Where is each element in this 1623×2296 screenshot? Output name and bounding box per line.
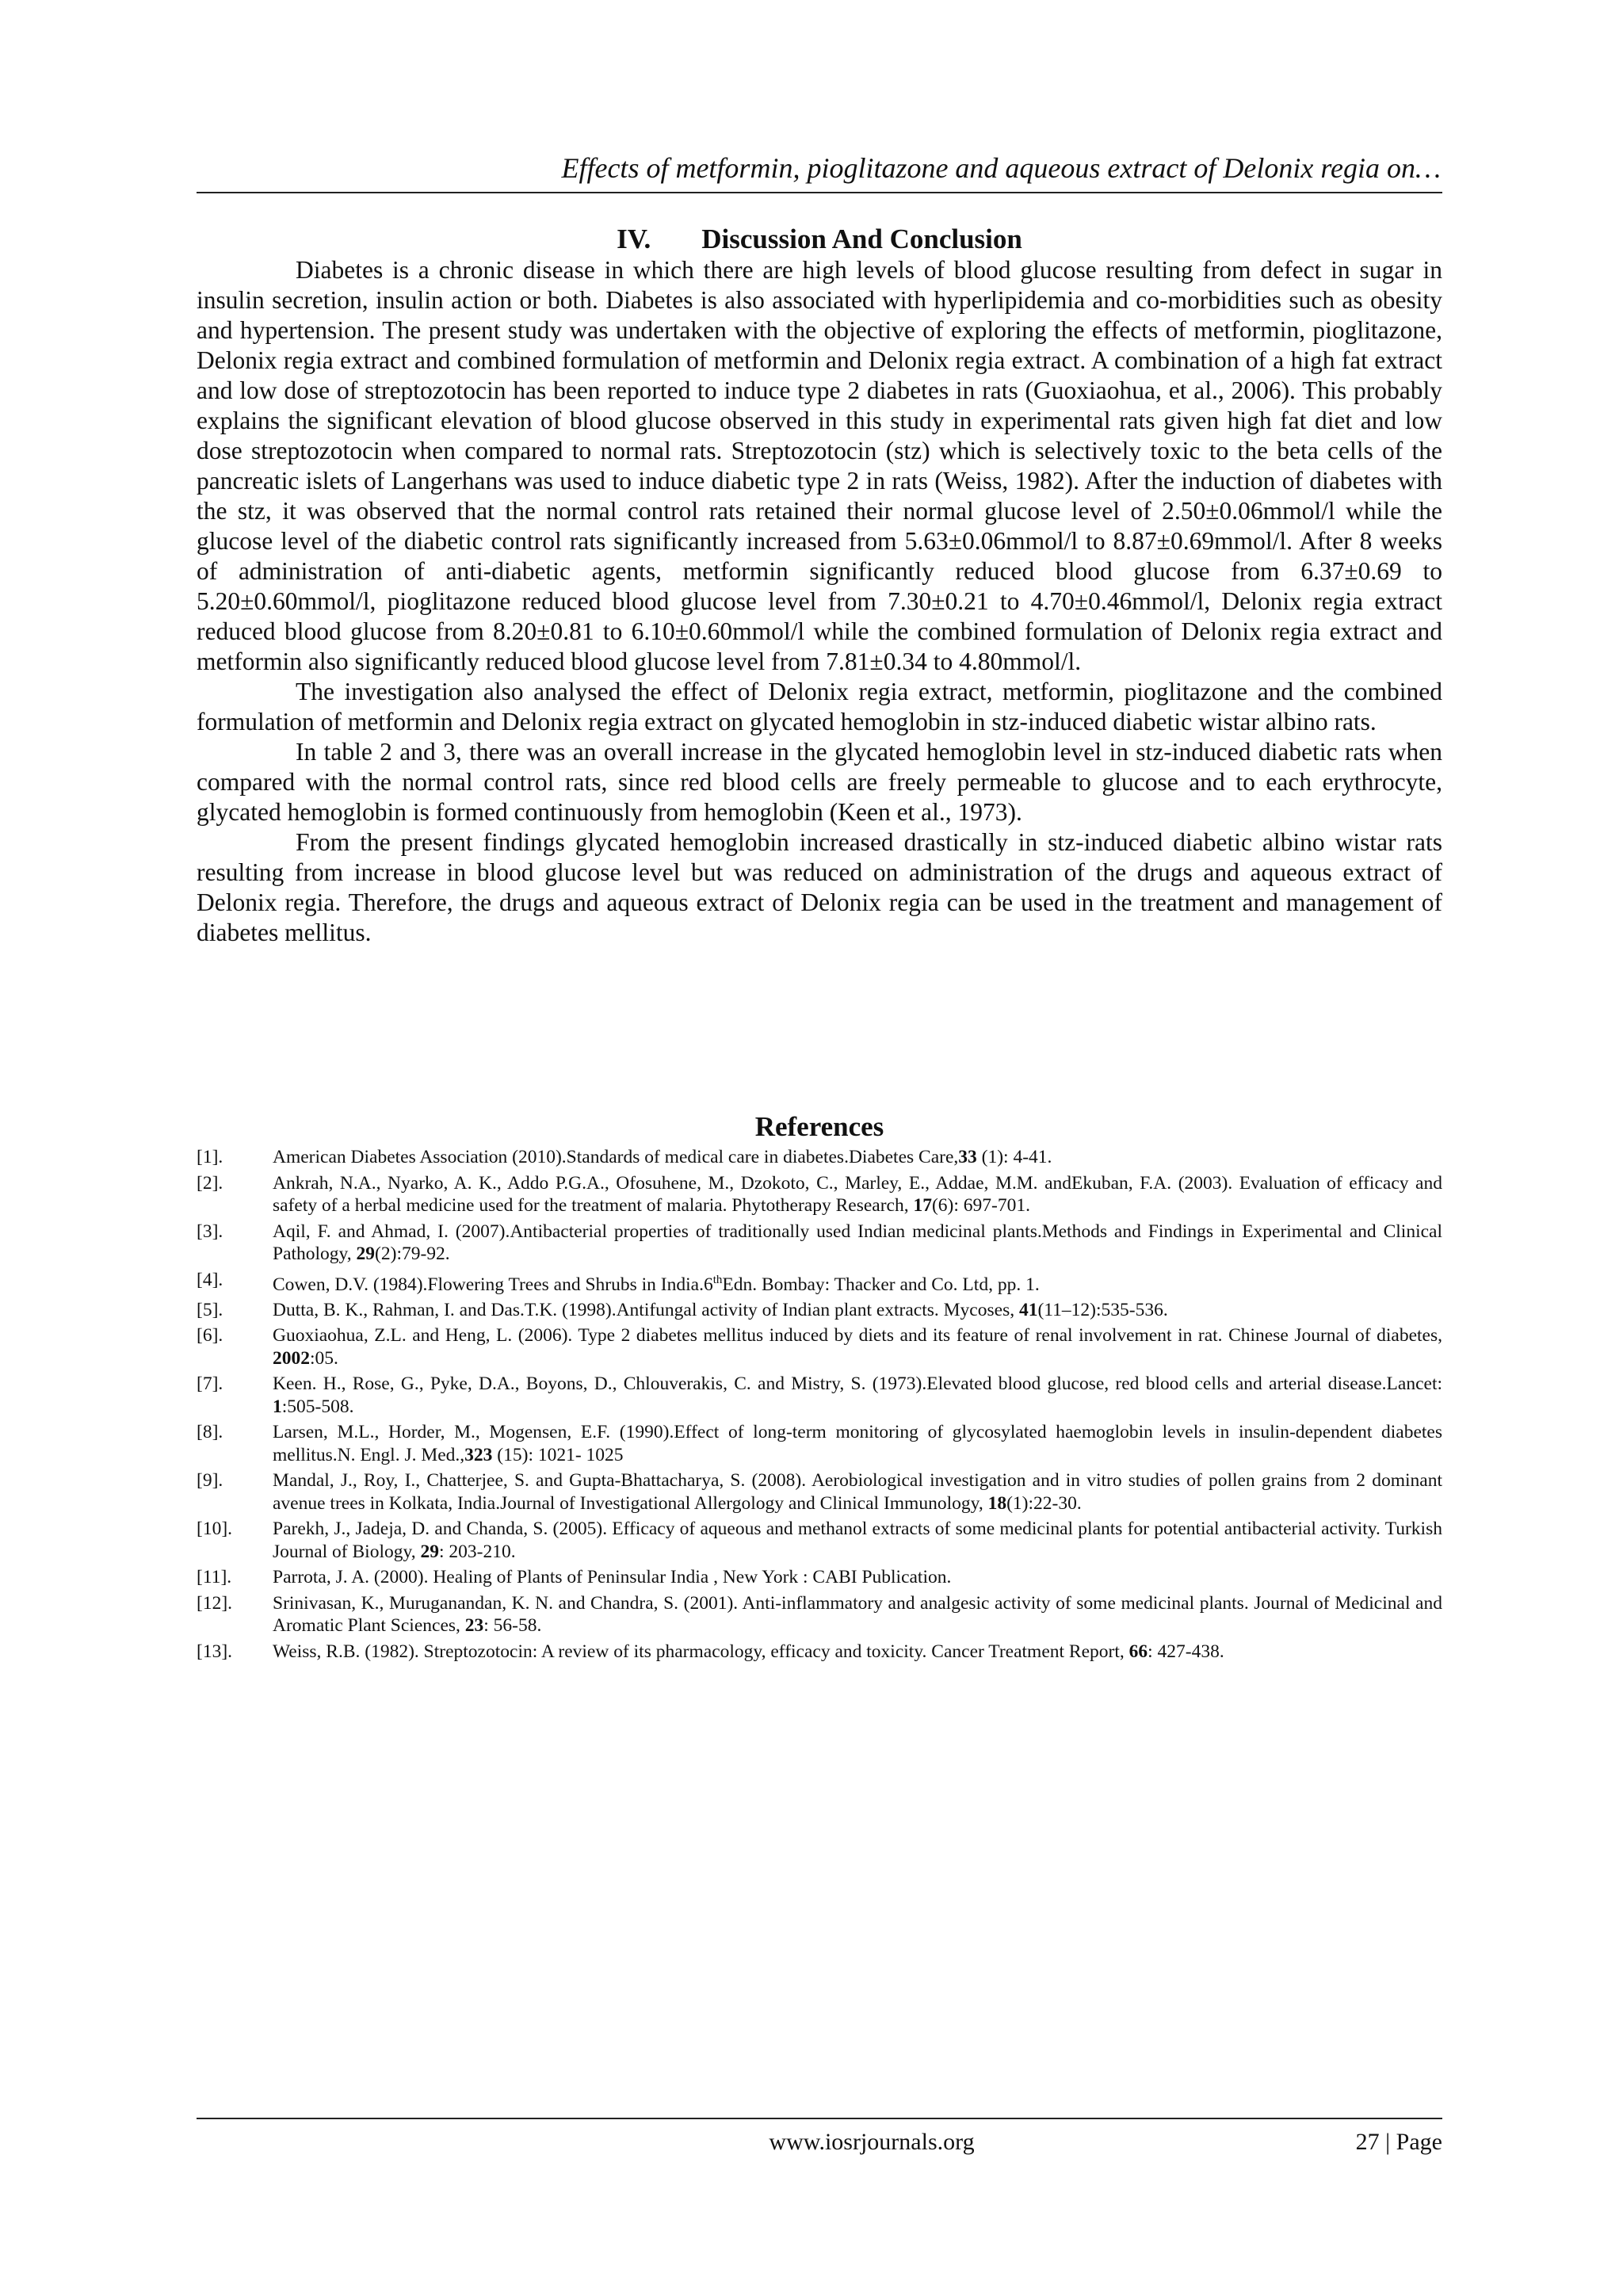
- reference-number: [7].: [197, 1373, 223, 1395]
- reference-item: [197, 1172, 1442, 1217]
- reference-item: [197, 1566, 1442, 1589]
- section-number: IV.: [617, 223, 651, 254]
- reference-number: [4].: [197, 1269, 223, 1290]
- reference-text: Weiss, R.B. (1982). Streptozotocin: A review of its pharmacology, efficacy and toxicity. Cancer Treatment Report, 66: 427-438.: [273, 1641, 1224, 1662]
- page-number: 27 | Page: [1355, 2129, 1442, 2155]
- reference-item: [197, 1221, 1442, 1266]
- reference-number: [2].: [197, 1172, 223, 1194]
- reference-text: Ankrah, N.A., Nyarko, A. K., Addo P.G.A., Ofosuhene, M., Dzokoto, C., Marley, E., Addae, M.M. andEkuban, F.A. (2003). Evaluation of efficacy and safety of a herbal medicine used for the treatment of malaria. Phytotherapy Research, 17(6): 697-701.: [273, 1172, 1442, 1216]
- section-body: [197, 255, 1442, 948]
- header-rule: [197, 192, 1442, 193]
- paragraph: In table 2 and 3, there was an overall increase in the glycated hemoglobin level in stz-induced diabetic rats when compared with the normal control rats, since red blood cells are freely permeable to glucose and to each erythrocyte, glycated hemoglobin is formed continuously from hemoglobin (Keen et al., 1973).: [197, 738, 1442, 826]
- reference-text: Parrota, J. A. (2000). Healing of Plants of Peninsular India , New York : CABI Publication.: [273, 1567, 952, 1588]
- reference-text: Keen. H., Rose, G., Pyke, D.A., Boyons, D., Chlouverakis, C. and Mistry, S. (1973).Elevated blood glucose, red blood cells and arterial disease.Lancet: 1:505-508.: [273, 1373, 1442, 1417]
- paragraph: Diabetes is a chronic disease in which there are high levels of blood glucose resulting from defect in sugar in insulin secretion, insulin action or both. Diabetes is also associated with hyperlipidemia and co-morbidities such as obesity and hypertension. The present study was undertaken with the objective of exploring the effects of metformin, pioglitazone, Delonix regia extract and combined formulation of metformin and Delonix regia extract. A combination of a high fat extract and low dose of streptozotocin has been reported to induce type 2 diabetes in rats (Guoxiaohua, et al., 2006). This probably explains the significant elevation of blood glucose observed in this study in experimental rats given high fat diet and low dose streptozotocin when compared to normal rats. Streptozotocin (stz) which is selectively toxic to the beta cells of the pancreatic islets of Langerhans was used to induce diabetic type 2 in rats (Weiss, 1982). After the induction of diabetes with the stz, it was observed that the normal control rats retained their normal glucose level of 2.50±0.06mmol/l while the glucose level of the diabetic control rats significantly increased from 5.63±0.06mmol/l to 8.87±0.69mmol/l. After 8 weeks of administration of anti-diabetic agents, metformin significantly reduced blood glucose from 6.37±0.69 to 5.20±0.60mmol/l, pioglitazone reduced blood glucose level from 7.30±0.21 to 4.70±0.46mmol/l, Delonix regia extract reduced blood glucose from 8.20±0.81 to 6.10±0.60mmol/l while the combined formulation of Delonix regia extract and metformin also significantly reduced blood glucose level from 7.81±0.34 to 4.80mmol/l.: [197, 256, 1442, 675]
- reference-text: Aqil, F. and Ahmad, I. (2007).Antibacterial properties of traditionally used Indian medicinal plants.Methods and Findings in Experimental and Clinical Pathology, 29(2):79-92.: [273, 1221, 1442, 1264]
- reference-number: [6].: [197, 1325, 223, 1347]
- reference-text: Parekh, J., Jadeja, D. and Chanda, S. (2005). Efficacy of aqueous and methanol extracts of some medicinal plants for potential antibacterial activity. Turkish Journal of Biology, 29: 203-210.: [273, 1519, 1442, 1562]
- reference-number: [1].: [197, 1147, 223, 1167]
- reference-number: [9].: [197, 1470, 223, 1492]
- section-heading: [197, 222, 1442, 257]
- reference-item: [197, 1269, 1442, 1296]
- reference-number: [12].: [197, 1592, 233, 1614]
- reference-number: [10].: [197, 1519, 233, 1540]
- reference-item: [197, 1324, 1442, 1370]
- reference-item: [197, 1469, 1442, 1515]
- paragraph: The investigation also analysed the effect of Delonix regia extract, metformin, pioglitazone and the combined formulation of metformin and Delonix regia extract on glycated hemoglobin in stz-induced diabetic wistar albino rats.: [197, 678, 1442, 735]
- reference-item: [197, 1299, 1442, 1322]
- reference-item: [197, 1421, 1442, 1466]
- reference-item: [197, 1373, 1442, 1418]
- reference-number: [3].: [197, 1221, 223, 1242]
- reference-text: Srinivasan, K., Muruganandan, K. N. and Chandra, S. (2001). Anti-inflammatory and analgesic activity of some medicinal plants. Journal of Medicinal and Aromatic Plant Sciences, 23: 56-58.: [273, 1592, 1442, 1637]
- references-list: [197, 1146, 1442, 1666]
- reference-number: [8].: [197, 1422, 223, 1443]
- section-title: Discussion And Conclusion: [701, 223, 1022, 254]
- reference-text: Guoxiaohua, Z.L. and Heng, L. (2006). Type 2 diabetes mellitus induced by diets and its feature of renal involvement in rat. Chinese Journal of diabetes, 2002:05.: [273, 1325, 1442, 1369]
- reference-text: Dutta, B. K., Rahman, I. and Das.T.K. (1998).Antifungal activity of Indian plant extracts. Mycoses, 41(11–12):535-536.: [273, 1299, 1168, 1320]
- reference-number: [11].: [197, 1567, 232, 1588]
- reference-item: [197, 1146, 1442, 1169]
- footer-url: www.iosrjournals.org: [769, 2129, 975, 2155]
- running-header: Effects of metformin, pioglitazone and aqueous extract of Delonix regia on…: [561, 152, 1441, 184]
- reference-text: Cowen, D.V. (1984).Flowering Trees and Shrubs in India.6thEdn. Bombay: Thacker and Co. Ltd, pp. 1.: [273, 1273, 1040, 1295]
- reference-text: Larsen, M.L., Horder, M., Mogensen, E.F. (1990).Effect of long-term monitoring of glycosylated haemoglobin levels in insulin-dependent diabetes mellitus.N. Engl. J. Med.,323 (15): 1021- 1025: [273, 1422, 1442, 1465]
- paragraph: From the present findings glycated hemoglobin increased drastically in stz-induced diabetic albino wistar rats resulting from increase in blood glucose level but was reduced on administration of the drugs and aqueous extract of Delonix regia. Therefore, the drugs and aqueous extract of Delonix regia can be used in the treatment and management of diabetes mellitus.: [197, 828, 1442, 946]
- reference-number: [13].: [197, 1641, 233, 1662]
- reference-item: [197, 1641, 1442, 1664]
- reference-text: American Diabetes Association (2010).Standards of medical care in diabetes.Diabetes Care,33 (1): 4-41.: [273, 1147, 1052, 1167]
- references-heading: References: [754, 1111, 884, 1142]
- reference-text: Mandal, J., Roy, I., Chatterjee, S. and Gupta-Bhattacharya, S. (2008). Aerobiological investigation and in vitro studies of pollen grains from 2 dominant avenue trees in Kolkata, India.Journal of Investigational Allergology and Clinical Immunology, 18(1):22-30.: [273, 1470, 1442, 1514]
- footer-rule: [197, 2118, 1442, 2119]
- reference-number: [5].: [197, 1299, 223, 1320]
- reference-item: [197, 1518, 1442, 1563]
- reference-item: [197, 1592, 1442, 1637]
